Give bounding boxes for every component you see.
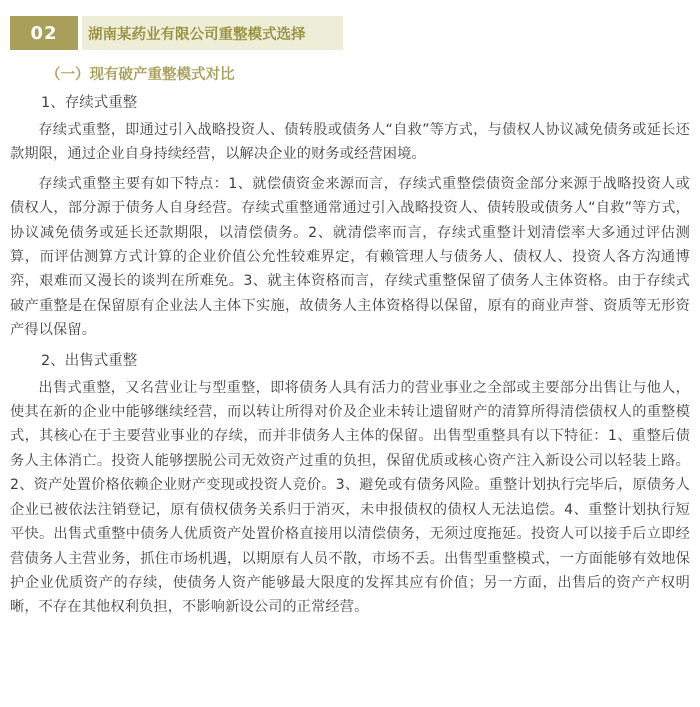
section-number: 02 — [10, 16, 78, 50]
section-title: 湖南某药业有限公司重整模式选择 — [82, 16, 343, 50]
paragraph: 出售式重整，又名营业让与型重整，即将债务人具有活力的营业事业之全部或主要部分出售让与他人，使其在新的企业中能够继续经营，而以转让所得对价及企业未转让遗留财产的清算所得清偿债权人的重整模式，其核心在于主要营业事业的存续，而并非债务人主体的保留。出售型重整具有以下特征：1、重整后债务人主体消亡。投资人能够摆脱公司无效资产过重的负担，保留优质或核心资产注入新设公司以轻装上路。2、资产处置价格依赖企业财产变现或投资人竞价。3、避免或有债务风险。重整计划执行完毕后，原债务人企业已被依法注销登记，原有债权债务关系归于消灭，未申报债权的债权人无法追偿。4、重整计划执行短平快。出售式重整中债务人优质资产处置价格直接用以清偿债务，无须过度拖延。投资人可以接手后立即经营债务人主营业务，抓住市场机遇，以期原有人员不散，市场不丢。出售型重整模式，一方面能够有效地保护企业优质资产的存续，使债务人资产能够最大限度的发挥其应有价值；另一方面，出售后的资产产权明晰，不存在其他权利负担，不影响新设公司的正常经营。 — [10, 379, 690, 616]
paragraph: 存续式重整主要有如下特点：1、就偿债资金来源而言，存续式重整偿债资金部分来源于战略投资人或债权人，部分源于债务人自身经营。存续式重整通常通过引入战略投资人、债转股或债务人“自救”等方式，协议减免债务或延长还款期限，以清偿债务。2、就清偿率而言，存续式重整计划清偿率大多通过评估测算，而评估测算方式计算的企业价值公允性较难界定，有赖管理人与债务人、债权人、投资人各方沟通博弈，艰难而又漫长的谈判在所难免。3、就主体资格而言，存续式重整保留了债务人主体资格。由于存续式破产重整是在保留原有企业法人主体下实施，故债务人主体资格得以保留，原有的商业声誉、资质等无形资产得以保留。 — [10, 175, 690, 339]
subsection-heading: （一）现有破产重整模式对比 — [46, 67, 235, 83]
item-title-sale-restructuring: 2、出售式重整 — [41, 352, 138, 369]
paragraph: 存续式重整，即通过引入战略投资人、债转股或债务人“自救”等方式，与债权人协议减免债务或延长还款期限，通过企业自身持续经营，以解决企业的财务或经营困境。 — [10, 122, 690, 163]
article-body — [10, 62, 690, 625]
section-header — [10, 16, 343, 50]
item-title-continuation-restructuring: 1、存续式重整 — [41, 95, 138, 111]
